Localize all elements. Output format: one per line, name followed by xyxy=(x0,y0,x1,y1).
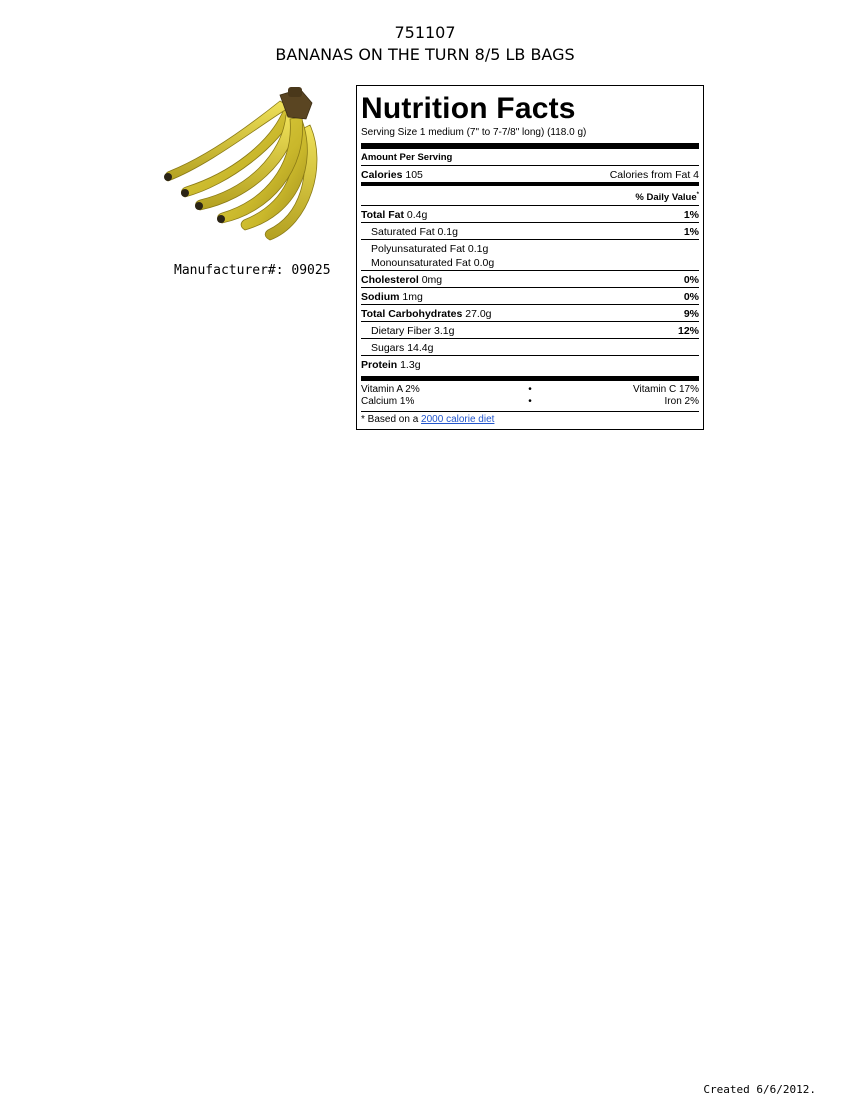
nutrient-row-cholesterol: Cholesterol 0mg 0% xyxy=(361,271,699,288)
product-name: BANANAS ON THE TURN 8/5 LB BAGS xyxy=(275,45,575,64)
calories-row xyxy=(361,166,699,183)
nutrient-row-protein: Protein 1.3g xyxy=(361,356,699,381)
item-number: 751107 xyxy=(394,23,456,42)
calories-label: Calories xyxy=(361,169,403,181)
amount-per-serving-row xyxy=(361,144,699,166)
nutrition-facts-panel xyxy=(356,85,704,430)
calorie-diet-link[interactable]: 2000 calorie diet xyxy=(421,414,495,426)
daily-value-header: % Daily Value xyxy=(635,192,697,204)
banana-bunch-icon xyxy=(160,85,332,245)
nutrition-title: Nutrition Facts xyxy=(361,92,576,125)
bullet: • xyxy=(528,396,532,408)
nutrient-row-polyunsaturated-fat: Polyunsaturated Fat 0.1g xyxy=(371,243,489,256)
created-date: Created 6/6/2012. xyxy=(703,1083,816,1096)
nutrient-row-monounsaturated-fat: Monounsaturated Fat 0.0g xyxy=(361,256,699,271)
calories-from-fat: Calories from Fat 4 xyxy=(609,169,699,181)
manufacturer-number: Manufacturer#: 09025 xyxy=(174,263,331,278)
amount-per-serving-label: Amount Per Serving xyxy=(361,152,453,163)
vitamin-c: Vitamin C 17% xyxy=(633,384,699,396)
calories-value: 105 xyxy=(405,169,423,181)
daily-value-star: * xyxy=(696,192,699,198)
serving-size: Serving Size 1 medium (7" to 7-7/8" long) (118.0 g) xyxy=(361,126,699,144)
nutrient-row-total-carbohydrates: Total Carbohydrates 27.0g 9% xyxy=(361,305,699,322)
nutrient-row-total-fat: Total Fat 0.4g 1% xyxy=(361,206,699,223)
vitamin-a: Vitamin A 2% xyxy=(361,384,420,396)
nutrient-row-dietary-fiber: Dietary Fiber 3.1g 12% xyxy=(361,322,699,339)
calcium: Calcium 1% xyxy=(361,396,415,408)
nutrient-row-saturated-fat: Saturated Fat 0.1g 1% xyxy=(361,223,699,240)
nutrient-row-sodium: Sodium 1mg 0% xyxy=(361,288,699,305)
vitamins-section xyxy=(361,381,699,411)
footnote-prefix: * Based on a xyxy=(361,414,419,426)
bullet: • xyxy=(528,384,532,396)
iron: Iron 2% xyxy=(664,396,699,408)
daily-value-header-row xyxy=(361,183,699,206)
nutrient-row-sugars: Sugars 14.4g xyxy=(361,339,699,356)
footnote xyxy=(361,411,699,427)
page-header xyxy=(0,22,850,66)
